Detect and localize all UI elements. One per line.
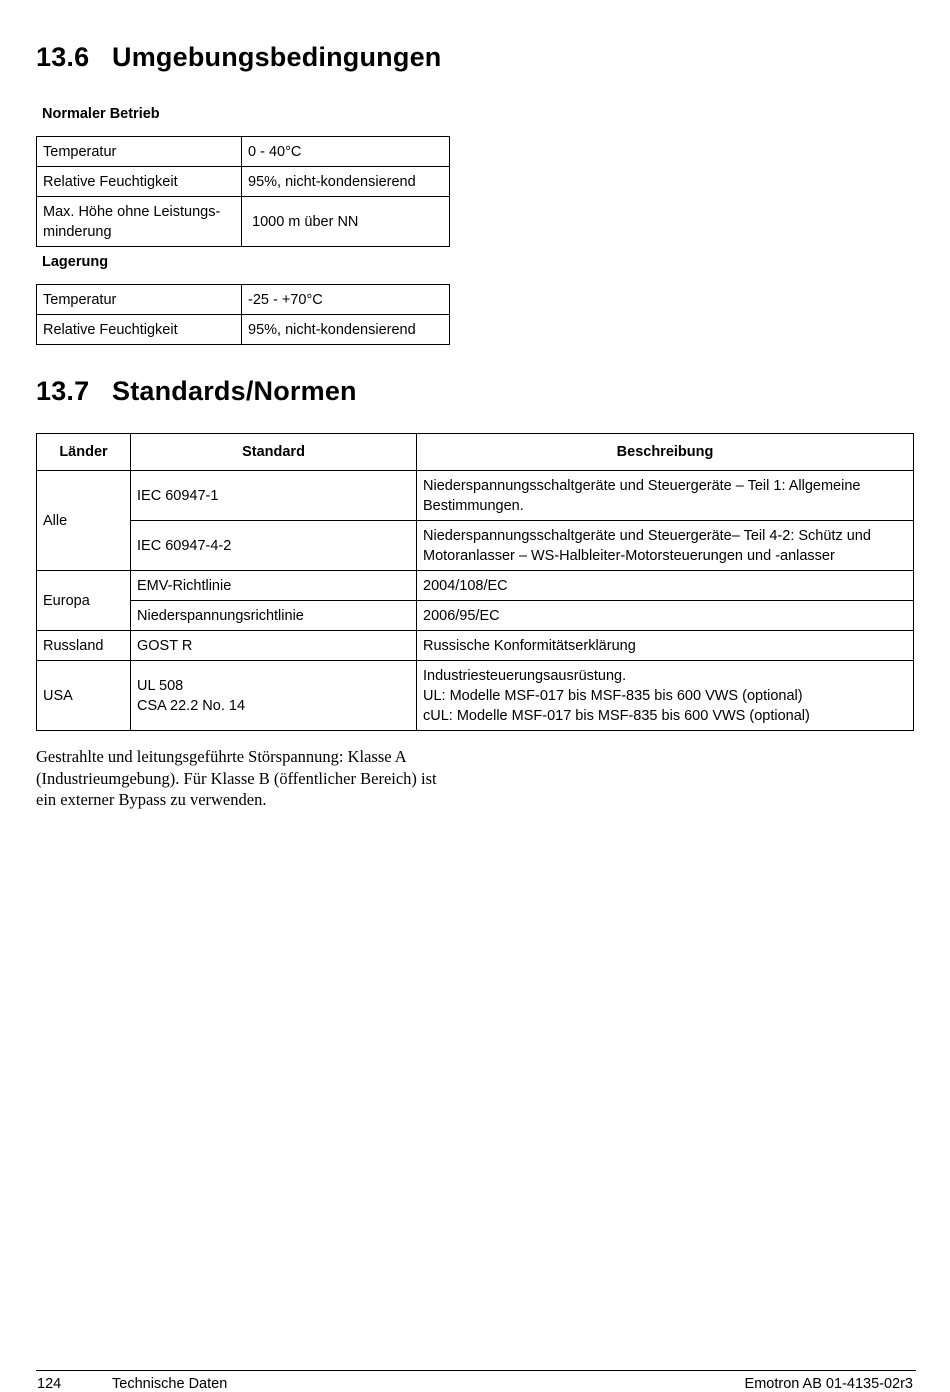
table-cell: -25 - +70°C <box>242 285 450 315</box>
cell-line: Motoranlasser – WS-Halbleiter-Motorsteuerungen und -anlasser <box>423 547 835 564</box>
table-cell: Temperatur <box>37 285 242 315</box>
standard-cell: IEC 60947-1 <box>131 471 417 521</box>
paragraph-line: (Industrieumgebung). Für Klasse B (öffentlicher Bereich) ist <box>36 768 437 788</box>
table-row <box>37 571 914 601</box>
standards-table <box>36 433 914 731</box>
column-header-description: Beschreibung <box>417 434 914 471</box>
storage-heading: Lagerung <box>42 254 109 270</box>
table-row <box>37 521 914 571</box>
description-cell <box>417 661 914 731</box>
normal-operation-heading: Normaler Betrieb <box>42 106 160 122</box>
country-cell: Alle <box>37 471 131 571</box>
description-cell: 2004/108/EC <box>417 571 914 601</box>
description-cell: 2006/95/EC <box>417 601 914 631</box>
description-cell <box>417 521 914 571</box>
country-cell: Russland <box>37 631 131 661</box>
table-cell <box>37 197 242 247</box>
section-number: 13.6 <box>36 42 90 72</box>
table-cell: Relative Feuchtigkeit <box>37 167 242 197</box>
normal-operation-table <box>36 136 450 247</box>
table-cell: 1000 m über NN <box>242 197 450 247</box>
table-row <box>37 137 450 167</box>
document-id: Emotron AB 01-4135-02r3 <box>744 1376 913 1392</box>
cell-line: UL: Modelle MSF-017 bis MSF-835 bis 600 VWS (optional) <box>423 687 803 704</box>
country-cell: USA <box>37 661 131 731</box>
table-cell: Relative Feuchtigkeit <box>37 315 242 345</box>
table-row <box>37 661 914 731</box>
table-row <box>37 197 450 247</box>
storage-table <box>36 284 450 345</box>
table-header-row <box>37 434 914 471</box>
paragraph-line: Gestrahlte und leitungsgeführte Störspannung: Klasse A <box>36 747 407 766</box>
page-number: 124 <box>37 1376 62 1392</box>
table-row <box>37 285 450 315</box>
cell-line: cUL: Modelle MSF-017 bis MSF-835 bis 600 VWS (optional) <box>423 707 810 724</box>
table-row <box>37 471 914 521</box>
section-title: Standards/Normen <box>112 376 357 406</box>
table-cell: 95%, nicht-kondensierend <box>242 167 450 197</box>
cell-line: CSA 22.2 No. 14 <box>137 697 246 714</box>
chapter-title: Technische Daten <box>112 1376 228 1392</box>
table-cell: 95%, nicht-kondensierend <box>242 315 450 345</box>
cell-line: minderung <box>43 223 112 240</box>
country-cell: Europa <box>37 571 131 631</box>
table-cell: Temperatur <box>37 137 242 167</box>
standard-cell: GOST R <box>131 631 417 661</box>
table-cell: 0 - 40°C <box>242 137 450 167</box>
table-row <box>37 167 450 197</box>
paragraph-line: ein externer Bypass zu verwenden. <box>36 790 267 809</box>
standard-cell: IEC 60947-4-2 <box>131 521 417 571</box>
table-row <box>37 631 914 661</box>
cell-line: Max. Höhe ohne Leistungs- <box>43 203 221 220</box>
column-header-standard: Standard <box>131 434 417 471</box>
cell-line: Niederspannungsschaltgeräte und Steuergeräte– Teil 4-2: Schütz und <box>423 527 871 544</box>
description-cell: Russische Konformitätserklärung <box>417 631 914 661</box>
section-heading-13-6 <box>36 42 441 73</box>
cell-line: Niederspannungsschaltgeräte und Steuergeräte – Teil 1: Allgemeine <box>423 477 861 494</box>
cell-line: Industriesteuerungsausrüstung. <box>423 667 627 684</box>
standard-cell: EMV-Richtlinie <box>131 571 417 601</box>
description-cell <box>417 471 914 521</box>
standard-cell <box>131 661 417 731</box>
table-row <box>37 315 450 345</box>
table-row <box>37 601 914 631</box>
cell-line: Bestimmungen. <box>423 497 524 514</box>
section-title: Umgebungsbedingungen <box>112 42 442 72</box>
section-number: 13.7 <box>36 376 90 406</box>
interference-note <box>36 746 456 811</box>
section-heading-13-7 <box>36 376 357 407</box>
footer-divider <box>36 1370 916 1371</box>
column-header-country: Länder <box>37 434 131 471</box>
cell-line: UL 508 <box>137 677 184 694</box>
standard-cell: Niederspannungsrichtlinie <box>131 601 417 631</box>
